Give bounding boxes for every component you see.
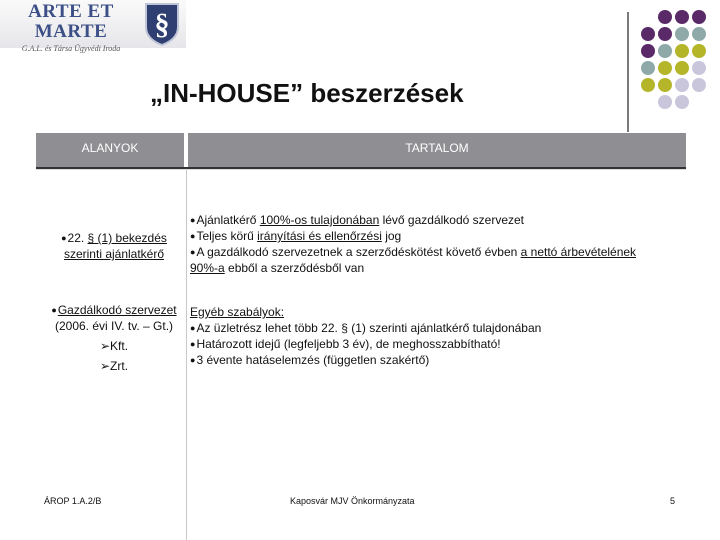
- subject-2-item-zrt: ➢Zrt.: [99, 359, 129, 373]
- other-rules-heading: Egyéb szabályok:: [190, 305, 285, 319]
- row-divider: [36, 169, 686, 170]
- header-tartalom: TARTALOM: [188, 133, 686, 167]
- decorative-vertical-line: [627, 12, 629, 132]
- seal-glyph: §: [154, 8, 170, 41]
- decorative-dot: [692, 44, 706, 58]
- page-title: „IN-HOUSE” beszerzések: [150, 78, 464, 108]
- content-1-item: ●Teljes körű irányítási és ellenőrzési jog: [190, 229, 402, 243]
- content-cell-1: [190, 212, 660, 276]
- decorative-dot: [675, 78, 689, 92]
- decorative-dot: [658, 95, 672, 109]
- page-number: 5: [670, 496, 676, 506]
- subject-1-underlined: § (1) bekezdés szerinti ajánlatkérő: [63, 231, 167, 261]
- logo-name: ARTE ET MARTE: [28, 1, 114, 42]
- logo-text: [2, 2, 140, 53]
- paragraph-seal-icon: [143, 1, 181, 46]
- decorative-dot: [658, 61, 672, 75]
- decorative-dot: [692, 10, 706, 24]
- decorative-dot: [675, 10, 689, 24]
- subject-1-pre: 22.: [67, 231, 88, 245]
- decorative-dot: [692, 27, 706, 41]
- decorative-dot: [658, 10, 672, 24]
- decorative-dot: [641, 78, 655, 92]
- decorative-dot: [675, 61, 689, 75]
- subject-cell-2: ●Gazdálkodó szervezet (2006. évi IV. tv. – Gt.) ➢Kft. ➢Zrt.: [46, 302, 182, 374]
- subject-2-item-kft: ➢Kft.: [99, 339, 129, 353]
- subject-2-rest: (2006. évi IV. tv. – Gt.): [54, 319, 174, 333]
- decorative-dot: [641, 27, 655, 41]
- subject-cell-1: ●22. § (1) bekezdés szerinti ajánlatkérő: [61, 231, 167, 261]
- decorative-dot: [658, 78, 672, 92]
- decorative-dot: [692, 61, 706, 75]
- logo-subtitle: G.A.L. és Társa Ügyvédi Iroda: [21, 44, 121, 53]
- decorative-dot: [641, 44, 655, 58]
- footer-organization: Kaposvár MJV Önkormányzata: [290, 496, 415, 506]
- content-2-item: ●3 évente hatáselemzés (független szakértő): [190, 353, 430, 367]
- content-cell-2: [190, 304, 660, 368]
- column-divider: [186, 169, 187, 540]
- decorative-dot: [692, 78, 706, 92]
- content-2-item: ●Az üzletrész lehet több 22. § (1) szerinti ajánlatkérő tulajdonában: [190, 321, 542, 335]
- decorative-dot: [675, 95, 689, 109]
- header-alanyok: ALANYOK: [36, 133, 186, 167]
- decorative-dot: [641, 61, 655, 75]
- decorative-dot: [675, 44, 689, 58]
- decorative-dot: [658, 27, 672, 41]
- footer-project-code: ÁROP 1.A.2/B: [44, 496, 102, 506]
- subject-2-underlined: Gazdálkodó szervezet: [57, 303, 177, 317]
- decorative-dot-grid: [640, 0, 720, 120]
- decorative-dot: [658, 44, 672, 58]
- content-1-item: ●A gazdálkodó szervezetnek a szerződéskötést követő évben a nettó árbevételének 90%-a ebből a szerződésből van: [190, 245, 637, 275]
- logo: [0, 0, 186, 53]
- content-1-item: ●Ajánlatkérő 100%-os tulajdonában lévő gazdálkodó szervezet: [190, 213, 524, 227]
- decorative-dot: [675, 27, 689, 41]
- content-2-item: ●Határozott idejű (legfeljebb 3 év), de meghosszabbítható!: [190, 337, 501, 351]
